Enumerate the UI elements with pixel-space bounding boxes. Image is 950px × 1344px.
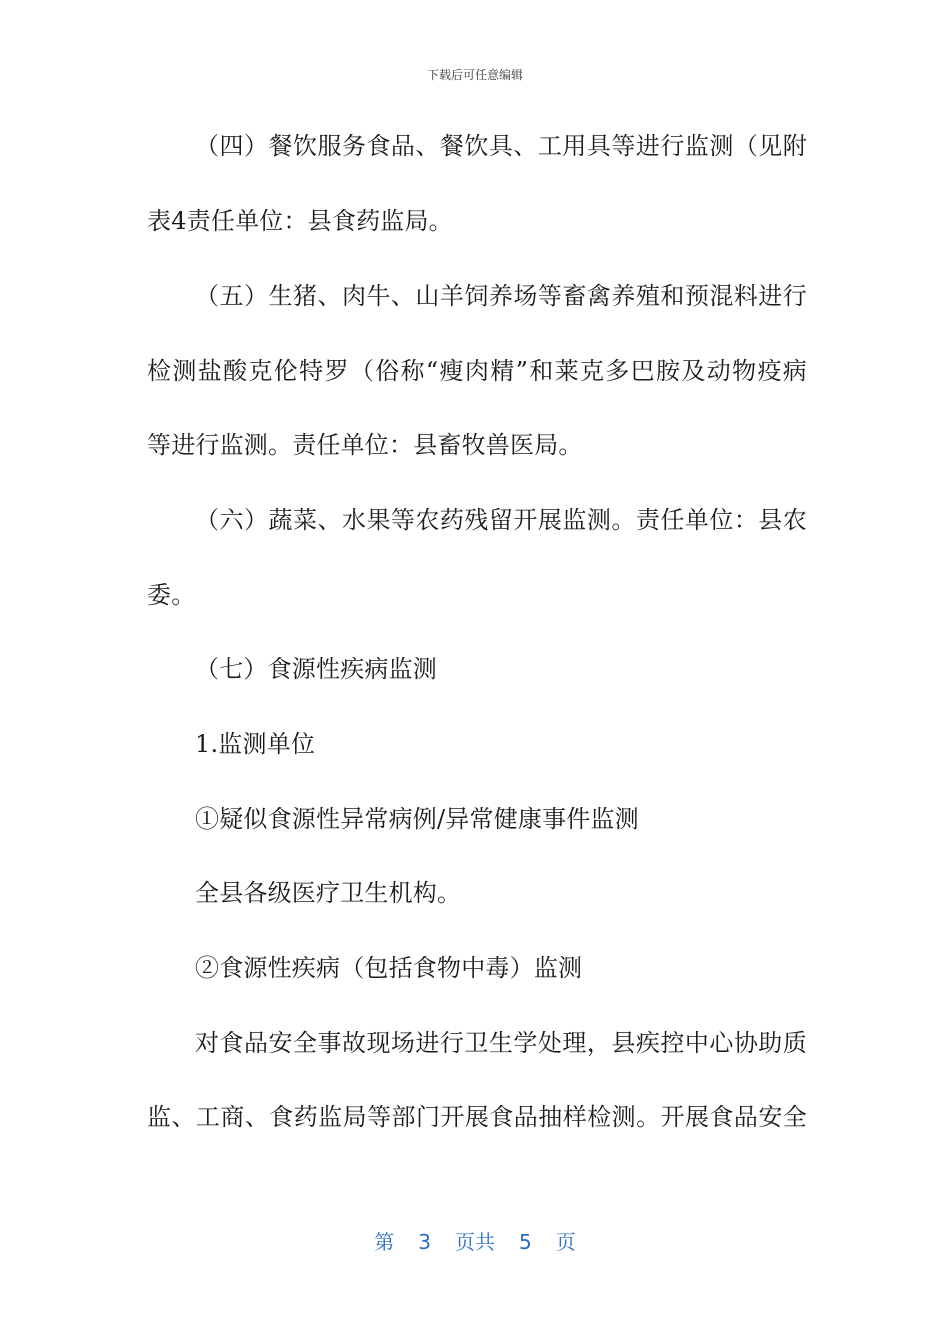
paragraph-line: （四）餐饮服务食品、餐饮具、工用具等进行监测（见附 bbox=[195, 132, 807, 160]
paragraph-line: 等进行监测。责任单位：县畜牧兽医局。 bbox=[147, 431, 583, 459]
page-suffix: 页 bbox=[555, 1230, 576, 1254]
header-note: 下载后可任意编辑 bbox=[426, 68, 523, 82]
paragraph-line: 对食品安全事故现场进行卫生学处理，县疾控中心协助质 bbox=[195, 1029, 807, 1057]
paragraph-line: （五）生猪、肉牛、山羊饲养场等畜禽养殖和预混料进行 bbox=[195, 282, 807, 310]
section-heading: （七）食源性疾病监测 bbox=[195, 655, 437, 683]
total-pages-number: 5 bbox=[519, 1230, 532, 1254]
list-item-heading: ①疑似食源性异常病例/异常健康事件监测 bbox=[195, 805, 639, 833]
page-prefix: 第 bbox=[374, 1230, 395, 1254]
paragraph-line: 委。 bbox=[147, 581, 196, 609]
paragraph-line: 检测盐酸克伦特罗（俗称“瘦肉精”和莱克多巴胺及动物疫病 bbox=[147, 357, 807, 385]
paragraph-line: 监、工商、食药监局等部门开展食品抽样检测。开展食品安全 bbox=[147, 1103, 807, 1131]
list-item-heading: ②食源性疾病（包括食物中毒）监测 bbox=[195, 954, 583, 982]
current-page-number: 3 bbox=[418, 1230, 431, 1254]
page-footer bbox=[0, 1226, 950, 1255]
subsection-heading: 1.监测单位 bbox=[195, 730, 316, 758]
page-mid: 页共 bbox=[455, 1230, 495, 1254]
paragraph-line: 全县各级医疗卫生机构。 bbox=[195, 879, 462, 907]
paragraph-line: （六）蔬菜、水果等农药残留开展监测。责任单位：县农 bbox=[195, 506, 807, 534]
paragraph-line: 表4责任单位：县食药监局。 bbox=[147, 207, 453, 235]
